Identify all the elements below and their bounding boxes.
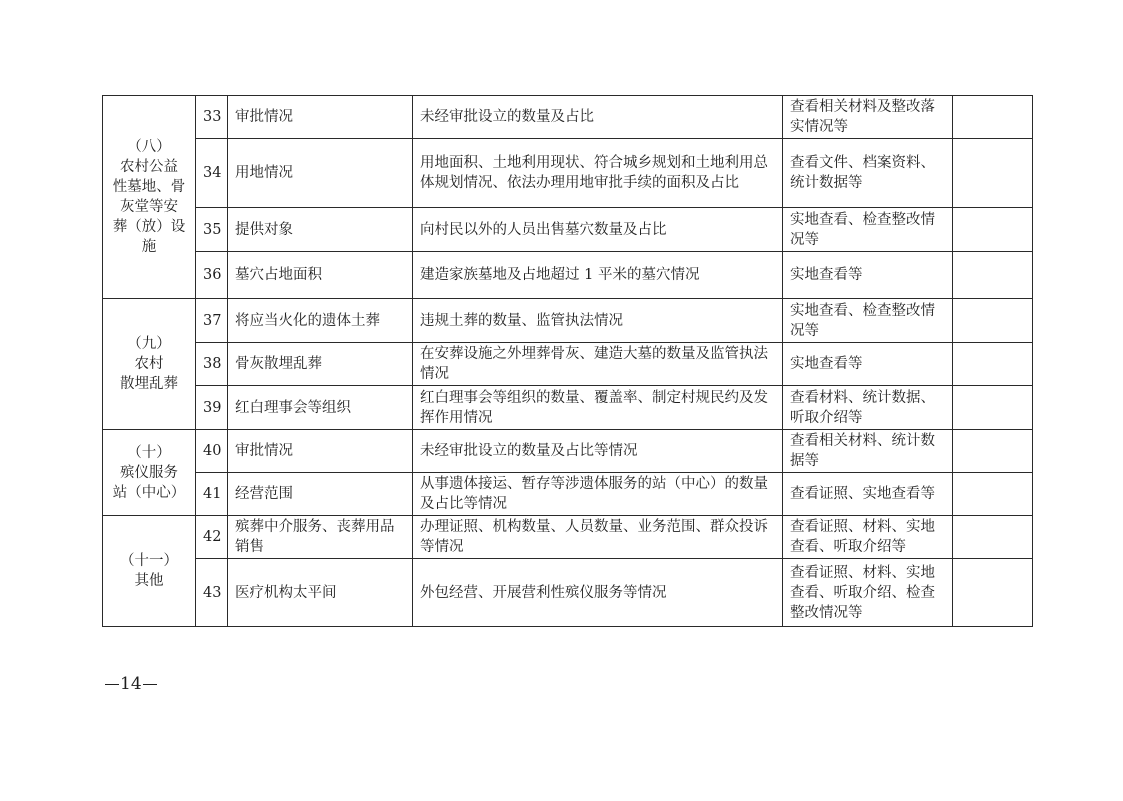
item-cell: 骨灰散埋乱葬 [228,343,413,386]
blank-cell [953,516,1033,559]
row-number: 33 [196,96,228,139]
content-cell: 未经审批设立的数量及占比等情况 [413,430,783,473]
row-number: 36 [196,252,228,299]
content-cell: 向村民以外的人员出售墓穴数量及占比 [413,208,783,252]
blank-cell [953,430,1033,473]
table-row [103,252,1033,299]
table-row [103,343,1033,386]
row-number: 37 [196,299,228,343]
item-cell: 审批情况 [228,96,413,139]
item-cell: 殡葬中介服务、丧葬用品销售 [228,516,413,559]
content-cell: 建造家族墓地及占地超过 1 平米的墓穴情况 [413,252,783,299]
table-row [103,386,1033,430]
row-number: 38 [196,343,228,386]
method-cell: 实地查看、检查整改情况等 [783,299,953,343]
item-cell: 墓穴占地面积 [228,252,413,299]
category-cell: （十） 殡仪服务 站（中心） [103,430,196,516]
dash-right [143,684,157,685]
content-cell: 办理证照、机构数量、人员数量、业务范围、群众投诉等情况 [413,516,783,559]
item-cell: 红白理事会等组织 [228,386,413,430]
table-row [103,208,1033,252]
content-cell: 违规土葬的数量、监管执法情况 [413,299,783,343]
blank-cell [953,252,1033,299]
method-cell: 实地查看等 [783,343,953,386]
blank-cell [953,208,1033,252]
content-cell: 从事遗体接运、暂存等涉遗体服务的站（中心）的数量及占比等情况 [413,473,783,516]
item-cell: 提供对象 [228,208,413,252]
table-row [103,96,1033,139]
content-cell: 外包经营、开展营利性殡仪服务等情况 [413,559,783,627]
blank-cell [953,559,1033,627]
method-cell: 查看相关材料、统计数据等 [783,430,953,473]
method-cell: 实地查看等 [783,252,953,299]
content-cell: 用地面积、土地利用现状、符合城乡规划和土地利用总体规划情况、依法办理用地审批手续的面积及占比 [413,139,783,208]
table-row [103,473,1033,516]
table-row [103,299,1033,343]
item-cell: 将应当火化的遗体土葬 [228,299,413,343]
item-cell: 用地情况 [228,139,413,208]
blank-cell [953,299,1033,343]
row-number: 35 [196,208,228,252]
inspection-table [102,95,1033,627]
item-cell: 医疗机构太平间 [228,559,413,627]
item-cell: 审批情况 [228,430,413,473]
row-number: 40 [196,430,228,473]
dash-left [105,684,119,685]
blank-cell [953,386,1033,430]
blank-cell [953,473,1033,516]
method-cell: 查看文件、档案资料、统计数据等 [783,139,953,208]
method-cell: 实地查看、检查整改情况等 [783,208,953,252]
method-cell: 查看相关材料及整改落实情况等 [783,96,953,139]
row-number: 41 [196,473,228,516]
method-cell: 查看证照、材料、实地查看、听取介绍等 [783,516,953,559]
content-cell: 未经审批设立的数量及占比 [413,96,783,139]
method-cell: 查看证照、材料、实地查看、听取介绍、检查整改情况等 [783,559,953,627]
row-number: 42 [196,516,228,559]
page-number [104,674,158,694]
method-cell: 查看材料、统计数据、听取介绍等 [783,386,953,430]
content-cell: 红白理事会等组织的数量、覆盖率、制定村规民约及发挥作用情况 [413,386,783,430]
blank-cell [953,139,1033,208]
category-cell: （八） 农村公益 性墓地、骨 灰堂等安 葬（放）设 施 [103,96,196,299]
page-number-value: 14 [120,674,142,694]
content-cell: 在安葬设施之外埋葬骨灰、建造大墓的数量及监管执法情况 [413,343,783,386]
table-row [103,559,1033,627]
item-cell: 经营范围 [228,473,413,516]
method-cell: 查看证照、实地查看等 [783,473,953,516]
row-number: 34 [196,139,228,208]
table-row [103,139,1033,208]
category-cell: （十一） 其他 [103,516,196,627]
blank-cell [953,343,1033,386]
blank-cell [953,96,1033,139]
table-row [103,516,1033,559]
row-number: 39 [196,386,228,430]
table-row [103,430,1033,473]
category-cell: （九） 农村 散埋乱葬 [103,299,196,430]
row-number: 43 [196,559,228,627]
